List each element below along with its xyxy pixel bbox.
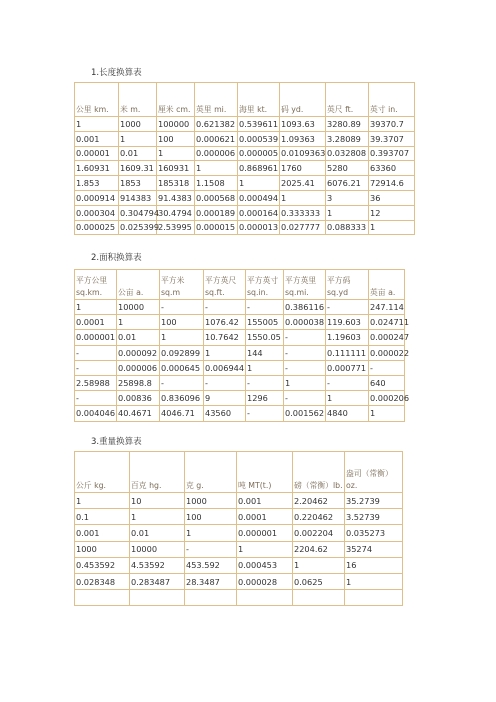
table-row <box>75 220 415 235</box>
table-row <box>75 391 405 406</box>
area-table-title: 2.面积换算表 <box>91 253 142 263</box>
weight-header-cell: 磅（常衡）lb. <box>293 452 345 493</box>
table-cell: 1 <box>238 176 280 191</box>
table-cell: 1 <box>345 573 403 589</box>
table-cell: 43560 <box>204 406 246 421</box>
table-cell: 1 <box>246 360 284 375</box>
table-cell: 1 <box>369 406 405 421</box>
table-cell: 1 <box>204 345 246 360</box>
table-cell: 0.028348 <box>75 573 130 589</box>
table-cell: 0.000914 <box>75 190 119 205</box>
table-cell: 247.114 <box>369 300 405 315</box>
table-cell: 0.000621 <box>195 131 238 146</box>
table-cell: 4840 <box>326 406 369 421</box>
table-cell: 0.001 <box>75 525 130 541</box>
table-cell: 0.000028 <box>237 573 293 589</box>
table-cell: 2.20462 <box>293 493 345 509</box>
table-cell <box>130 590 185 606</box>
table-cell: 1 <box>119 131 157 146</box>
table-cell: 36 <box>369 190 415 205</box>
table-row <box>75 161 415 176</box>
table-cell: 1.60931 <box>75 161 119 176</box>
table-cell: 1 <box>75 117 119 132</box>
table-cell: 0.393707 <box>369 146 415 161</box>
area-header-cell: 平方英里 sq.mi. <box>284 270 326 300</box>
table-cell: 1 <box>369 220 415 235</box>
table-cell: 1000 <box>119 117 157 132</box>
table-cell: 1000 <box>75 541 130 557</box>
table-cell: 10000 <box>117 300 160 315</box>
area-header-cell: 公亩 a. <box>117 270 160 300</box>
weight-header-row <box>75 452 403 493</box>
table-cell: 3280.89 <box>326 117 369 132</box>
table-cell: 0.000001 <box>75 330 117 345</box>
table-cell: 10 <box>130 493 185 509</box>
table-cell <box>237 590 293 606</box>
table-row <box>75 525 403 541</box>
table-cell: - <box>75 360 117 375</box>
table-cell: - <box>246 406 284 421</box>
length-table-title: 1.长度换算表 <box>91 68 142 78</box>
table-cell: 25898.8 <box>117 375 160 390</box>
table-cell: 1.19603 <box>326 330 369 345</box>
table-cell: 640 <box>369 375 405 390</box>
table-cell: 0.0625 <box>293 573 345 589</box>
table-cell: 1 <box>237 541 293 557</box>
table-cell: 1 <box>326 391 369 406</box>
table-row <box>75 557 403 573</box>
table-cell: 1 <box>326 205 369 220</box>
table-cell <box>345 590 403 606</box>
table-cell: 39.3707 <box>369 131 415 146</box>
table-cell: 0.004046 <box>75 406 117 421</box>
table-cell: 1000 <box>185 493 237 509</box>
table-cell <box>75 590 130 606</box>
length-conversion-table <box>74 82 415 235</box>
table-cell: 1760 <box>280 161 326 176</box>
table-cell: 0.000001 <box>237 525 293 541</box>
table-cell: 5280 <box>326 161 369 176</box>
length-header-cell: 英里 mi. <box>195 83 238 117</box>
table-cell: 0.000247 <box>369 330 405 345</box>
table-row <box>75 360 405 375</box>
table-cell <box>293 590 345 606</box>
table-cell: 0.111111 <box>326 345 369 360</box>
table-cell: 1 <box>117 315 160 330</box>
table-cell: 4.53592 <box>130 557 185 573</box>
area-header-row <box>75 270 405 300</box>
table-cell: 40.4671 <box>117 406 160 421</box>
table-cell: 0.00836 <box>117 391 160 406</box>
table-cell: - <box>246 300 284 315</box>
length-header-cell: 厘米 cm. <box>157 83 195 117</box>
table-cell: 0.000006 <box>117 360 160 375</box>
table-cell: 1.853 <box>75 176 119 191</box>
length-header-cell: 公里 km. <box>75 83 119 117</box>
table-row <box>75 493 403 509</box>
table-cell: 0.01 <box>130 525 185 541</box>
table-cell: 0.453592 <box>75 557 130 573</box>
table-cell: 0.1 <box>75 509 130 525</box>
table-cell: 1 <box>130 509 185 525</box>
table-cell: 0.000092 <box>117 345 160 360</box>
table-cell: 0.000539 <box>238 131 280 146</box>
table-cell: 1076.42 <box>204 315 246 330</box>
table-cell: 1609.31 <box>119 161 157 176</box>
table-row <box>75 345 405 360</box>
table-cell: 1 <box>75 300 117 315</box>
table-cell: 1 <box>185 525 237 541</box>
table-cell: 1.09363 <box>280 131 326 146</box>
table-cell: 0.01 <box>117 330 160 345</box>
table-cell: 0.0001 <box>237 509 293 525</box>
table-cell: 0.001 <box>75 131 119 146</box>
weight-conversion-table <box>74 451 403 606</box>
table-cell: 2.58988 <box>75 375 117 390</box>
table-row <box>75 117 415 132</box>
weight-header-cell: 公斤 kg. <box>75 452 130 493</box>
area-header-cell: 平方米 sq.m <box>160 270 204 300</box>
table-cell: 10.7642 <box>204 330 246 345</box>
table-cell: 914383 <box>119 190 157 205</box>
table-cell: 100 <box>185 509 237 525</box>
table-cell: 1 <box>157 146 195 161</box>
table-cell: - <box>160 375 204 390</box>
table-row <box>75 205 415 220</box>
table-cell: 1550.05 <box>246 330 284 345</box>
table-cell <box>185 590 237 606</box>
table-cell: - <box>284 391 326 406</box>
table-cell: 0.006944 <box>204 360 246 375</box>
table-cell: 0.304794 <box>119 205 157 220</box>
table-cell: 63360 <box>369 161 415 176</box>
table-cell: 0.088333 <box>326 220 369 235</box>
table-cell: 0.001 <box>237 493 293 509</box>
table-cell: - <box>160 300 204 315</box>
table-cell: 0.000206 <box>369 391 405 406</box>
table-cell: 1853 <box>119 176 157 191</box>
table-cell: 0.035273 <box>345 525 403 541</box>
table-cell: 2204.62 <box>293 541 345 557</box>
table-row <box>75 375 405 390</box>
table-cell: 12 <box>369 205 415 220</box>
table-cell: 3.52739 <box>345 509 403 525</box>
table-cell: - <box>284 360 326 375</box>
table-cell: 91.4383 <box>157 190 195 205</box>
table-cell: 0.621382 <box>195 117 238 132</box>
table-cell: 28.3487 <box>185 573 237 589</box>
table-cell: - <box>75 345 117 360</box>
table-cell: - <box>75 391 117 406</box>
table-row <box>75 176 415 191</box>
table-cell: 144 <box>246 345 284 360</box>
table-cell: 4046.71 <box>160 406 204 421</box>
weight-table-title: 3.重量换算表 <box>91 437 142 447</box>
table-cell: 72914.6 <box>369 176 415 191</box>
table-cell: 0.539611 <box>238 117 280 132</box>
table-cell: 0.000189 <box>195 205 238 220</box>
table-cell: 1093.63 <box>280 117 326 132</box>
table-row <box>75 330 405 345</box>
table-cell: 1 <box>75 493 130 509</box>
table-row <box>75 300 405 315</box>
weight-header-cell: 吨 MT(t.) <box>237 452 293 493</box>
table-cell: 35.2739 <box>345 493 403 509</box>
table-cell: 0.000006 <box>195 146 238 161</box>
length-header-cell: 英尺 ft. <box>326 83 369 117</box>
table-cell: 0.024711 <box>369 315 405 330</box>
table-cell: 100000 <box>157 117 195 132</box>
area-header-cell: 平方英寸 sq.in. <box>246 270 284 300</box>
table-row <box>75 131 415 146</box>
table-cell: 35274 <box>345 541 403 557</box>
table-cell: 0.000015 <box>195 220 238 235</box>
table-cell: 0.001562 <box>284 406 326 421</box>
table-cell: - <box>185 541 237 557</box>
table-cell: - <box>246 375 284 390</box>
table-cell: 0.000025 <box>75 220 119 235</box>
table-cell: 0.025399 <box>119 220 157 235</box>
table-cell: - <box>326 300 369 315</box>
table-cell: 0.00001 <box>75 146 119 161</box>
table-cell: - <box>284 330 326 345</box>
table-cell: 0.0001 <box>75 315 117 330</box>
table-cell: 0.092899 <box>160 345 204 360</box>
table-cell: 1 <box>160 330 204 345</box>
table-cell: 155005 <box>246 315 284 330</box>
area-header-cell: 平方英尺 sq.ft. <box>204 270 246 300</box>
area-header-cell: 平方码 sq.yd <box>326 270 369 300</box>
table-cell: 119.603 <box>326 315 369 330</box>
table-cell: 0.000304 <box>75 205 119 220</box>
table-cell: 2025.41 <box>280 176 326 191</box>
table-row <box>75 190 415 205</box>
table-cell: 0.027777 <box>280 220 326 235</box>
table-cell: 1 <box>280 190 326 205</box>
table-cell: 3 <box>326 190 369 205</box>
table-cell: 0.386116 <box>284 300 326 315</box>
table-cell: 0.000005 <box>238 146 280 161</box>
table-row <box>75 315 405 330</box>
table-cell: 1296 <box>246 391 284 406</box>
table-cell: 0.000494 <box>238 190 280 205</box>
table-cell: 0.000771 <box>326 360 369 375</box>
table-cell: 1 <box>293 557 345 573</box>
table-cell: 0.220462 <box>293 509 345 525</box>
table-cell: - <box>284 345 326 360</box>
length-header-cell: 码 yd. <box>280 83 326 117</box>
weight-header-cell: 百克 hg. <box>130 452 185 493</box>
table-cell: 0.000038 <box>284 315 326 330</box>
length-header-cell: 英寸 in. <box>369 83 415 117</box>
table-row <box>75 590 403 606</box>
table-cell: 0.032808 <box>326 146 369 161</box>
table-cell: 0.836096 <box>160 391 204 406</box>
table-cell: 10000 <box>130 541 185 557</box>
area-header-cell: 平方公里 sq.km. <box>75 270 117 300</box>
table-row <box>75 509 403 525</box>
length-header-cell: 海里 kt. <box>238 83 280 117</box>
table-cell: 0.000453 <box>237 557 293 573</box>
table-cell: 0.01 <box>119 146 157 161</box>
table-cell: 0.000022 <box>369 345 405 360</box>
table-cell: 0.002204 <box>293 525 345 541</box>
table-cell: - <box>369 360 405 375</box>
table-cell: 185318 <box>157 176 195 191</box>
length-header-cell: 米 m. <box>119 83 157 117</box>
table-cell: 453.592 <box>185 557 237 573</box>
length-header-row <box>75 83 415 117</box>
table-cell: 0.000645 <box>160 360 204 375</box>
area-conversion-table <box>74 269 410 422</box>
table-cell: 16 <box>345 557 403 573</box>
area-header-cell: 英亩 a. <box>369 270 405 300</box>
table-cell: 1.1508 <box>195 176 238 191</box>
weight-header-cell: 盎司（常衡）oz. <box>345 452 403 493</box>
weight-header-cell: 克 g. <box>185 452 237 493</box>
table-cell: 0.283487 <box>130 573 185 589</box>
table-cell: 0.000013 <box>238 220 280 235</box>
table-row <box>75 146 415 161</box>
table-cell: 6076.21 <box>326 176 369 191</box>
table-cell: 160931 <box>157 161 195 176</box>
table-cell: 2.53995 <box>157 220 195 235</box>
table-cell: 0.000568 <box>195 190 238 205</box>
table-cell: 3.28089 <box>326 131 369 146</box>
table-cell: 100 <box>160 315 204 330</box>
table-cell: - <box>204 375 246 390</box>
table-cell: 100 <box>157 131 195 146</box>
table-cell: 0.0109363 <box>280 146 326 161</box>
table-cell: - <box>326 375 369 390</box>
table-row <box>75 573 403 589</box>
table-cell: 1 <box>284 375 326 390</box>
table-row <box>75 541 403 557</box>
table-cell: 30.4794 <box>157 205 195 220</box>
table-cell: 0.868961 <box>238 161 280 176</box>
table-cell: 1 <box>195 161 238 176</box>
table-cell: 0.333333 <box>280 205 326 220</box>
table-cell: 0.000164 <box>238 205 280 220</box>
table-cell: 9 <box>204 391 246 406</box>
table-row <box>75 406 405 421</box>
table-cell: 39370.7 <box>369 117 415 132</box>
table-cell: - <box>204 300 246 315</box>
